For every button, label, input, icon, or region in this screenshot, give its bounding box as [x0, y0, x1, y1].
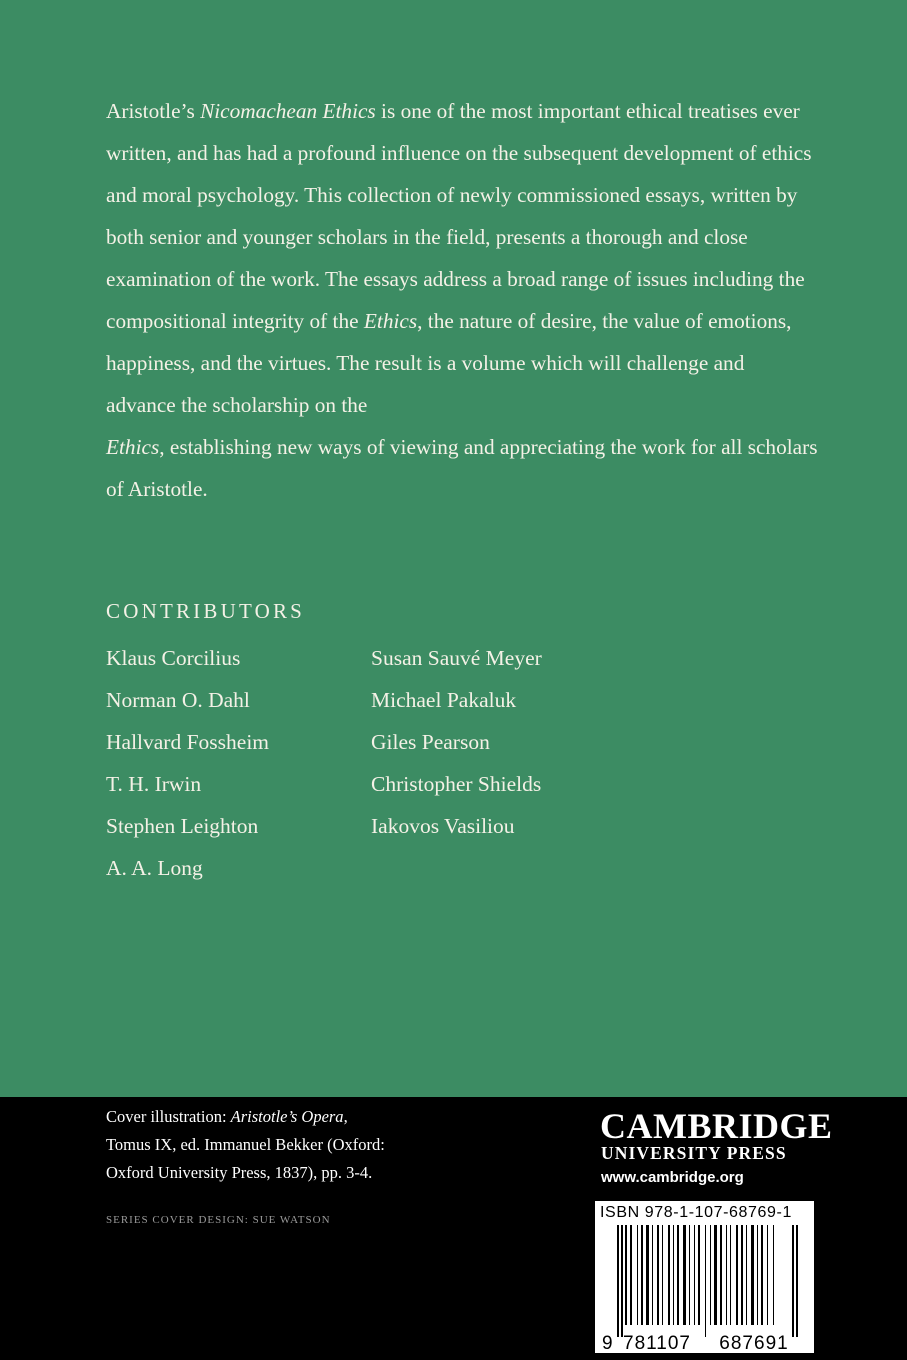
barcode-bar [767, 1225, 768, 1325]
contributor-name: Giles Pearson [371, 730, 490, 754]
barcode-bar [730, 1225, 731, 1325]
contributor-name: Christopher Shields [371, 772, 542, 796]
contributor-name: Susan Sauvé Meyer [371, 646, 542, 670]
barcode-bar [792, 1225, 794, 1337]
barcode-bar [646, 1225, 649, 1325]
publisher-logo-name: CAMBRIDGE [600, 1106, 833, 1146]
barcode-right-digits: 687691 [719, 1333, 789, 1353]
book-description [106, 90, 818, 510]
contributors-column-2 [371, 637, 542, 847]
barcode-bar [625, 1225, 627, 1325]
barcode-bar [705, 1225, 706, 1337]
barcode-bar [751, 1225, 754, 1325]
series-cover-design: SERIES COVER DESIGN: SUE WATSON [106, 1214, 331, 1226]
barcode-bar [630, 1225, 632, 1325]
contributor-name: Norman O. Dahl [106, 688, 250, 712]
isbn-barcode [595, 1201, 814, 1353]
barcode-bar [694, 1225, 695, 1325]
description-paragraph: Aristotle’s Nicomachean Ethics is one of the most important ethical treatises ever written, and has had a profound influence on the subsequent development of ethics and moral psychology. This collection of newly commissioned essays, written by both senior and younger scholars in the field, presents a thorough and close examination of the work. The essays address a broad range of issues including the compositional integrity of the Ethics, the nature of desire, the value of emotions, happiness, and the virtues. The result is a volume which will challenge and advance the scholarship on the Ethics, establishing new ways of viewing and appreciating the work for all scholars of Aristotle. [106, 99, 818, 501]
barcode-bar [662, 1225, 663, 1325]
barcode-graphic [595, 1201, 814, 1353]
barcode-lead-digit: 9 [602, 1333, 613, 1353]
cover-illustration-credit: Cover illustration: Aristotle’s Opera, Tomus IX, ed. Immanuel Bekker (Oxford: Oxford University Press, 1837), pp. 3-4. [106, 1107, 385, 1182]
barcode-bar [617, 1225, 619, 1337]
contributor-name: A. A. Long [106, 856, 203, 880]
barcode-bar [796, 1225, 798, 1337]
barcode-bar [736, 1225, 738, 1325]
barcode-bar [746, 1225, 747, 1325]
barcode-bar [652, 1225, 653, 1325]
contributor-name: T. H. Irwin [106, 772, 202, 796]
barcode-bar [621, 1225, 623, 1337]
contributors-column-1 [106, 637, 269, 889]
contributor-name: Iakovos Vasiliou [371, 814, 515, 838]
contributor-name: Michael Pakaluk [371, 688, 517, 712]
contributor-name: Stephen Leighton [106, 814, 259, 838]
barcode-bar [668, 1225, 670, 1325]
contributor-name: Hallvard Fossheim [106, 730, 270, 754]
barcode-left-digits: 781107 [623, 1333, 691, 1353]
book-title: Nicomachean Ethics [200, 99, 376, 123]
barcode-bar [710, 1225, 711, 1325]
barcode-bar [698, 1225, 700, 1325]
barcode-bar [683, 1225, 686, 1325]
barcode-bar [714, 1225, 717, 1325]
barcode-bar [757, 1225, 758, 1325]
contributors-heading: CONTRIBUTORS [106, 599, 306, 623]
publisher-subtitle: UNIVERSITY PRESS [601, 1143, 787, 1163]
barcode-bar [677, 1225, 679, 1325]
barcode-bar [641, 1225, 643, 1325]
publisher-url: www.cambridge.org [601, 1169, 744, 1186]
barcode-bar [741, 1225, 743, 1325]
barcode-bar [637, 1225, 638, 1325]
barcode-bar [689, 1225, 690, 1325]
barcode-bar [720, 1225, 722, 1325]
barcode-bar [657, 1225, 659, 1325]
barcode-bar [673, 1225, 674, 1325]
barcode-bar [773, 1225, 774, 1325]
isbn-number: ISBN 978-1-107-68769-1 [600, 1204, 792, 1221]
contributor-name: Klaus Corcilius [106, 646, 241, 670]
barcode-bar [726, 1225, 727, 1325]
barcode-bar [761, 1225, 763, 1325]
